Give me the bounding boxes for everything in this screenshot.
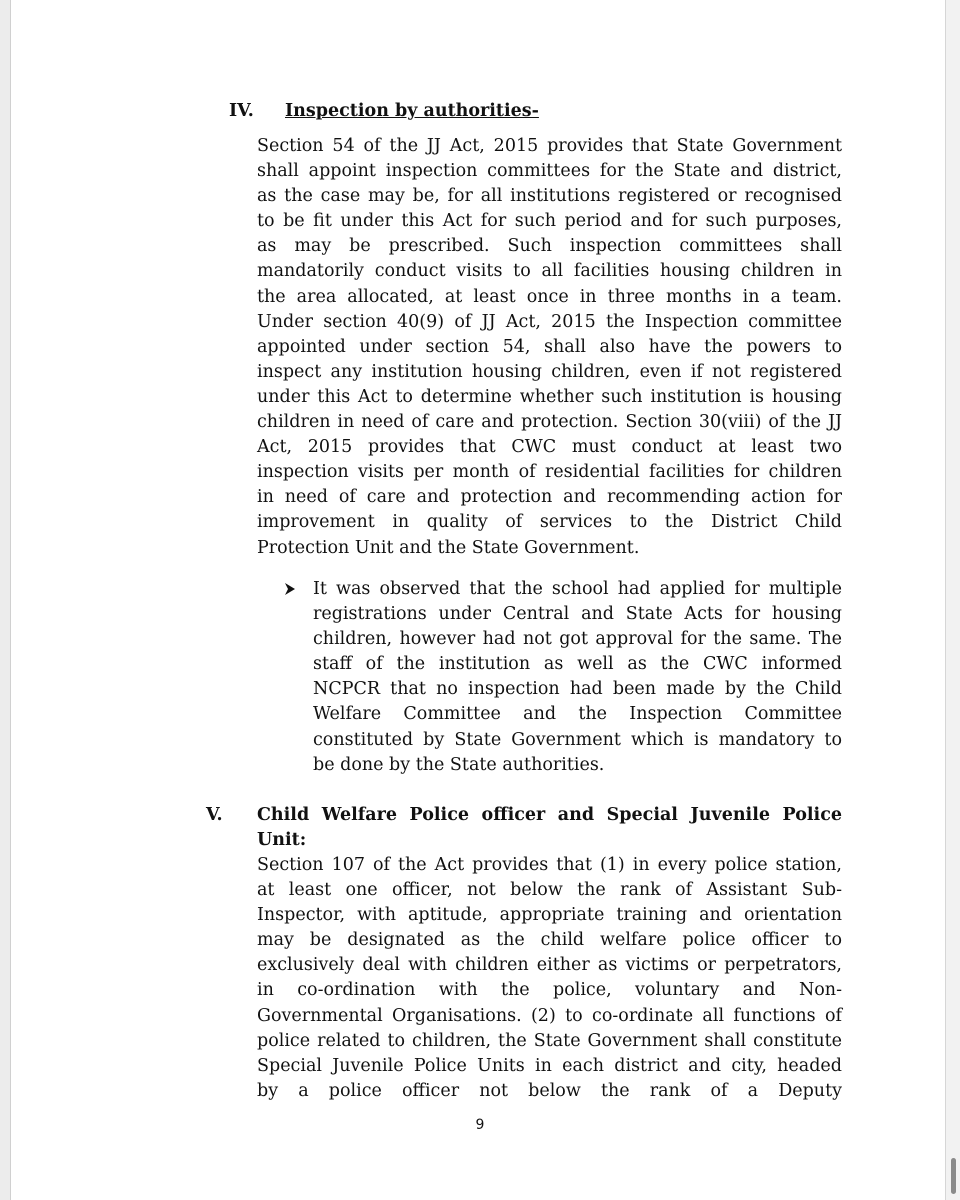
section-iv-bullet-item (313, 577, 842, 778)
text-line: inspection visits per month of residential facilities for children (257, 462, 842, 483)
text-line: in co-ordination with the police, voluntary and Non- (257, 980, 842, 1001)
text-line: NCPCR that no inspection had been made by the Child (313, 679, 842, 700)
text-line: registrations under Central and State Acts for housing (313, 604, 842, 625)
text-line: improvement in quality of services to the District Child (257, 512, 842, 533)
text-line: the area allocated, at least once in three months in a team. (257, 286, 842, 307)
section-v-title: Child Welfare Police officer and Special Juvenile Police (257, 805, 842, 825)
text-line: as the case may be, for all institutions registered or recognised (257, 186, 842, 207)
arrowhead-bullet-icon (284, 582, 296, 602)
section-v-number: V. (206, 805, 223, 825)
text-line: mandatorily conduct visits to all facilities housing children in (257, 261, 842, 282)
text-line: as may be prescribed. Such inspection committees shall (257, 236, 842, 257)
page-edge-left (0, 0, 11, 1200)
text-line: by a police officer not below the rank of a Deputy (257, 1080, 842, 1101)
text-line: Under section 40(9) of JJ Act, 2015 the Inspection committee (257, 311, 842, 332)
page-number: 9 (475, 1117, 485, 1133)
text-line: in need of care and protection and recommending action for (257, 487, 842, 508)
section-v-title-continued: Unit: (257, 830, 307, 850)
scrollbar-thumb[interactable] (951, 1158, 956, 1194)
scrollbar-track[interactable] (945, 0, 960, 1200)
text-line: Inspector, with aptitude, appropriate training and orientation (257, 905, 842, 926)
text-line: police related to children, the State Government shall constitute (257, 1030, 842, 1051)
text-line: inspect any institution housing children, even if not registered (257, 361, 842, 382)
text-line: children, however had not got approval for the same. The (313, 629, 842, 650)
text-line: may be designated as the child welfare police officer to (257, 930, 842, 951)
section-iv-title: Inspection by authorities- (285, 101, 539, 121)
text-line: Special Juvenile Police Units in each district and city, headed (257, 1055, 842, 1076)
text-line: Section 107 of the Act provides that (1) in every police station, (257, 855, 842, 875)
text-line: exclusively deal with children either as victims or perpetrators, (257, 955, 842, 976)
text-line: to be fit under this Act for such period and for such purposes, (257, 211, 842, 232)
section-iv-number: IV. (229, 101, 254, 121)
text-line: It was observed that the school had applied for multiple (313, 579, 842, 599)
text-line: appointed under section 54, shall also have the powers to (257, 336, 842, 357)
text-line: be done by the State authorities. (313, 754, 605, 775)
section-iv-paragraph (257, 134, 842, 561)
text-line: shall appoint inspection committees for the State and district, (257, 161, 842, 182)
text-line: Protection Unit and the State Government. (257, 537, 640, 558)
text-line: under this Act to determine whether such institution is housing (257, 386, 842, 407)
text-line: at least one officer, not below the rank of Assistant Sub- (257, 880, 842, 901)
text-line: Welfare Committee and the Inspection Committee (313, 704, 842, 725)
text-line: Act, 2015 provides that CWC must conduct at least two (257, 437, 842, 458)
text-line: Governmental Organisations. (2) to co-ordinate all functions of (257, 1005, 842, 1026)
text-line: constituted by State Government which is mandatory to (313, 729, 842, 750)
text-line: Section 54 of the JJ Act, 2015 provides that State Government (257, 136, 842, 156)
section-v-paragraph (257, 853, 842, 1104)
text-line: staff of the institution as well as the CWC informed (313, 654, 842, 675)
text-line: children in need of care and protection. Section 30(viii) of the JJ (257, 412, 842, 433)
